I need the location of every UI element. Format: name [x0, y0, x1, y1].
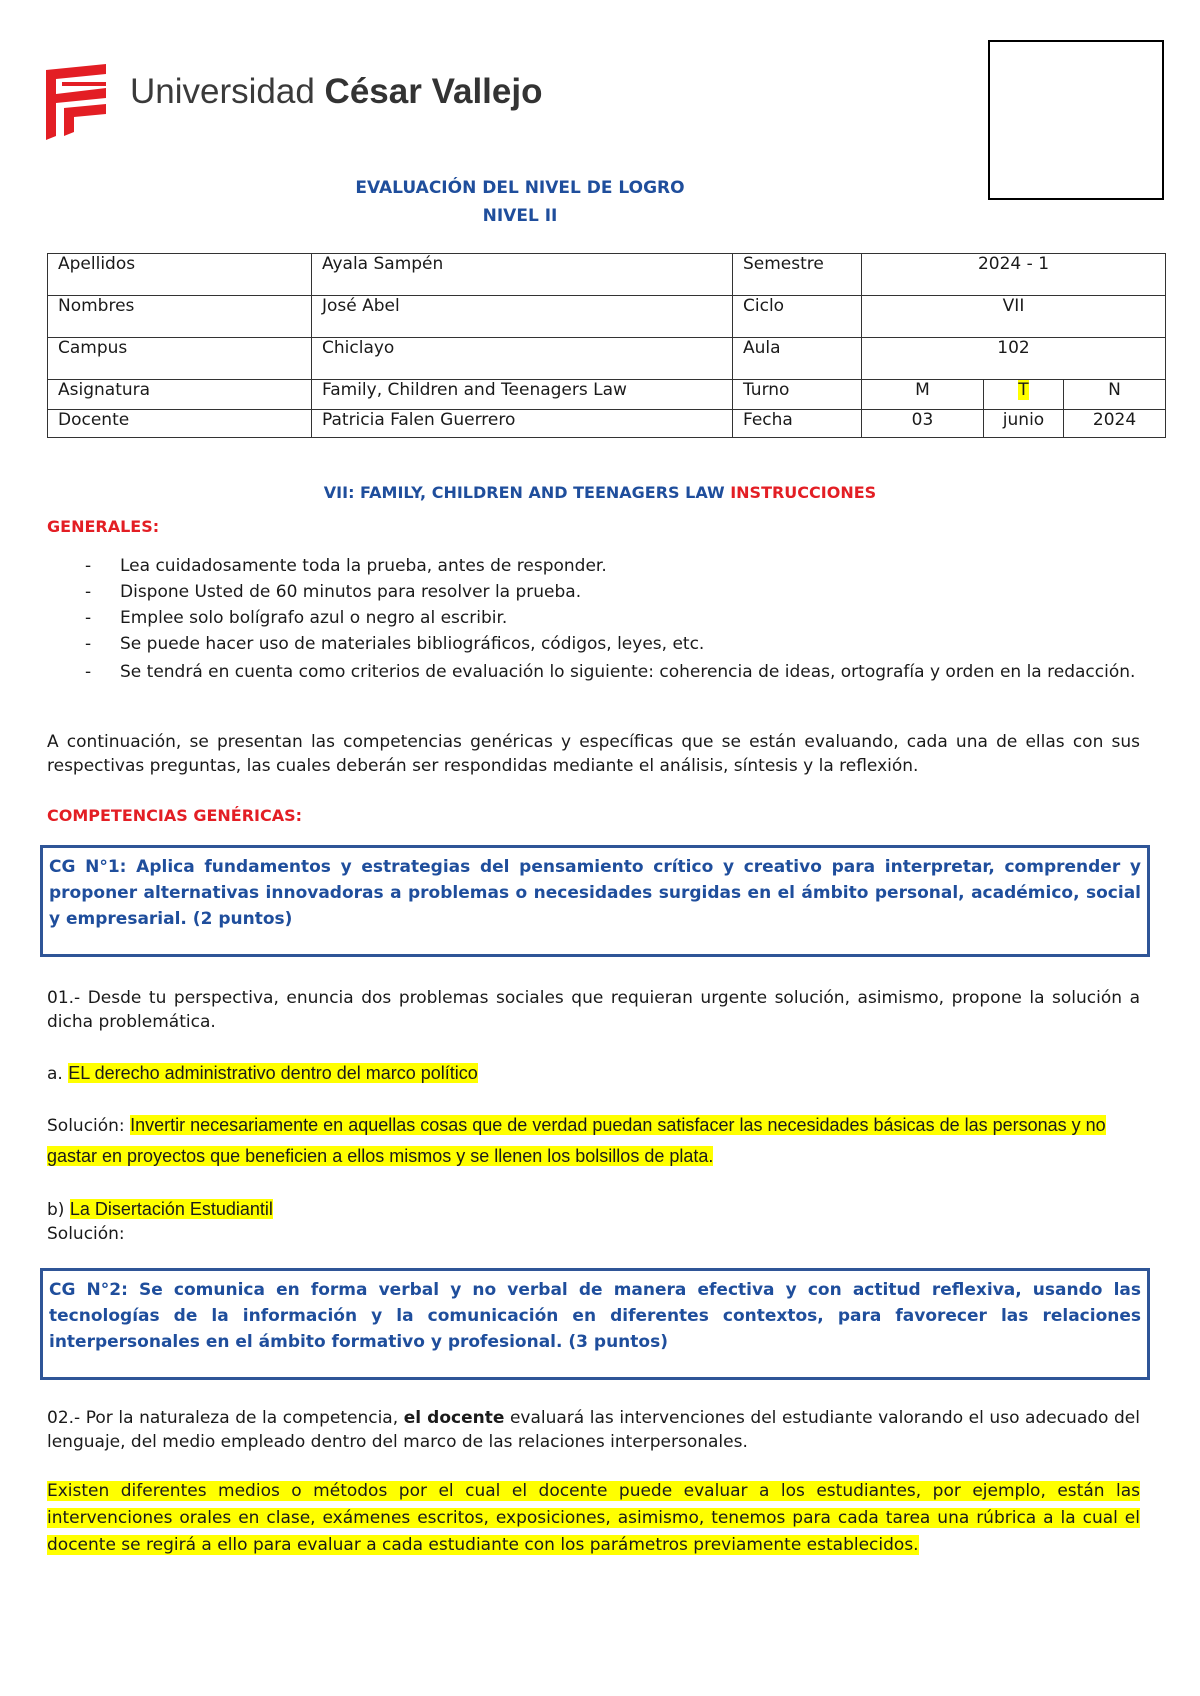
value-apellidos: Ayala Sampén: [312, 254, 733, 296]
document-title: EVALUACIÓN DEL NIVEL DE LOGRO: [355, 178, 685, 198]
university-name: Universidad César Vallejo: [130, 72, 543, 111]
list-item: - Se tendrá en cuenta como criterios de evaluación lo siguiente: coherencia de ideas, ortografía y orden en la redacción.: [85, 661, 1140, 683]
document-subtitle: NIVEL II: [482, 206, 558, 226]
cg1-text: CG N°1: Aplica fundamentos y estrategias del pensamiento crítico y creativo para interpretar, comprender y proponer alternativas innovadoras a problemas o necesidades surgidas en el ámbito personal, académico, social y empresarial. (2 puntos): [49, 857, 1141, 929]
label-aula: Aula: [733, 338, 862, 380]
value-aula: 102: [862, 338, 1166, 380]
value-semestre: 2024 - 1: [862, 254, 1166, 296]
course-instructions-heading: VII: FAMILY, CHILDREN AND TEENAGERS LAW INSTRUCCIONES: [323, 483, 877, 502]
value-campus: Chiclayo: [312, 338, 733, 380]
question-01: 01.- Desde tu perspectiva, enuncia dos problemas sociales que requieran urgente solución, asimismo, propone la solución a dicha problemática.: [47, 988, 1140, 1032]
answer-02: Existen diferentes medios o métodos por el cual el docente puede evaluar a los estudiantes, por ejemplo, están las intervenciones orales en clase, exámenes escritos, exposiciones, asimismo, tenemos para cada tarea una rúbrica a la cual el docente se regirá a ello para evaluar a cada estudiante con los parámetros previamente establecidos.: [47, 1481, 1140, 1555]
label-semestre: Semestre: [733, 254, 862, 296]
label-docente: Docente: [48, 410, 312, 438]
turno-m: M: [862, 380, 984, 410]
list-item: - Dispone Usted de 60 minutos para resolver la prueba.: [85, 579, 1140, 605]
label-apellidos: Apellidos: [48, 254, 312, 296]
label-campus: Campus: [48, 338, 312, 380]
value-docente: Patricia Falen Guerrero: [312, 410, 733, 438]
label-nombres: Nombres: [48, 296, 312, 338]
grade-box: [988, 40, 1164, 200]
cg2-box: [40, 1268, 1150, 1380]
answer-b: b) La Disertación Estudiantil: [47, 1199, 273, 1220]
fecha-anio: 2024: [1064, 410, 1166, 438]
competencias-heading: COMPETENCIAS GENÉRICAS:: [47, 806, 303, 825]
turno-t: [984, 380, 1064, 410]
student-info-table: [47, 253, 1166, 438]
list-item: - Lea cuidadosamente toda la prueba, antes de responder.: [85, 553, 1140, 579]
label-turno: Turno: [733, 380, 862, 410]
university-logo-icon: [44, 64, 108, 140]
label-asignatura: Asignatura: [48, 380, 312, 410]
label-fecha: Fecha: [733, 410, 862, 438]
intro-paragraph: A continuación, se presentan las competencias genéricas y específicas que se están evaluando, cada una de ellas con sus respectivas preguntas, las cuales deberán ser respondidas mediante el análisis, síntesis y la reflexión.: [47, 732, 1140, 776]
list-item: - Emplee solo bolígrafo azul o negro al escribir.: [85, 605, 1140, 631]
answer-a-solution: Solución: Invertir necesariamente en aquellas cosas que de verdad puedan satisfacer las necesidades básicas de las personas y no gastar en proyectos que beneficien a ellos mismos y se llenen los bolsillos de plata.: [47, 1115, 1106, 1166]
value-nombres: José Abel: [312, 296, 733, 338]
turno-n: N: [1064, 380, 1166, 410]
turno-t-selected: T: [1018, 380, 1029, 400]
fecha-mes: junio: [984, 410, 1064, 438]
generales-heading: GENERALES:: [47, 517, 160, 536]
fecha-dia: 03: [862, 410, 984, 438]
cg2-text: CG N°2: Se comunica en forma verbal y no verbal de manera efectiva y con actitud reflexiva, usando las tecnologías de la información y la comunicación en diferentes contextos, para favorecer las relaciones interpersonales en el ámbito formativo y profesional. (3 puntos): [49, 1280, 1141, 1352]
cg1-box: [40, 845, 1150, 957]
value-asignatura: Family, Children and Teenagers Law: [312, 380, 733, 410]
question-02: 02.- Por la naturaleza de la competencia, el docente evaluará las intervenciones del estudiante valorando el uso adecuado del lenguaje, del medio empleado dentro del marco de las relaciones interpersonales.: [47, 1408, 1140, 1452]
answer-b-solution: Solución:: [47, 1224, 125, 1244]
label-ciclo: Ciclo: [733, 296, 862, 338]
answer-a: a. EL derecho administrativo dentro del marco político: [47, 1063, 478, 1084]
value-ciclo: VII: [862, 296, 1166, 338]
instructions-list: [85, 553, 1140, 683]
list-item: - Se puede hacer uso de materiales bibliográficos, códigos, leyes, etc.: [85, 631, 1140, 657]
